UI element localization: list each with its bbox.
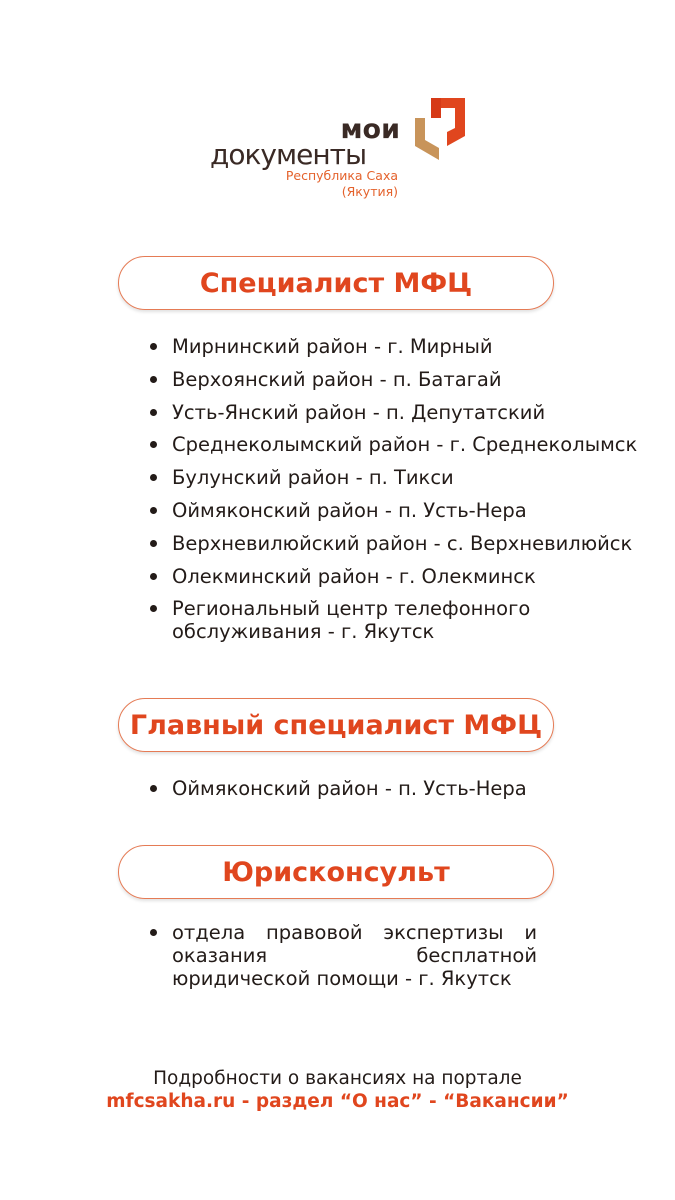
section-title-legal-counsel: Юрисконсульт <box>118 845 554 899</box>
logo-region-line2: (Якутия) <box>341 184 398 199</box>
list-item: Оймяконский район - п. Усть-Нера <box>148 777 527 800</box>
list-item: Верхоянский район - п. Батагай <box>148 368 637 391</box>
list-item: Региональный центр телефонного обслуживания - г. Якутск <box>148 597 637 643</box>
list-item: Усть-Янский район - п. Депутатский <box>148 401 637 424</box>
section-title-chief-specialist: Главный специалист МФЦ <box>118 698 554 752</box>
footer-portal-link[interactable]: mfcsakha.ru - раздел “О нас” - “Вакансии” <box>106 1091 569 1112</box>
bullet-icon <box>150 474 157 481</box>
bullet-icon <box>150 409 157 416</box>
logo-line2: документы <box>210 138 367 171</box>
bullet-icon <box>150 605 157 612</box>
moi-dokumenty-logo <box>208 94 468 206</box>
list-item: Булунский район - п. Тикси <box>148 466 637 489</box>
list-item: Мирнинский район - г. Мирный <box>148 335 637 358</box>
list-item: Верхневилюйский район - с. Верхневилюйск <box>148 532 637 555</box>
bullet-icon <box>150 540 157 547</box>
list-item: Среднеколымский район - г. Среднеколымск <box>148 433 637 456</box>
bullet-icon <box>150 441 157 448</box>
list-item: Олекминский район - г. Олекминск <box>148 565 637 588</box>
section-title-specialist: Специалист МФЦ <box>118 256 554 310</box>
list-item: Оймяконский район - п. Усть-Нера <box>148 499 637 522</box>
logo-region-line1: Республика Саха <box>285 168 398 183</box>
moi-dokumenty-logo-icon <box>411 96 467 162</box>
logo-region <box>286 168 398 200</box>
footer-note: Подробности о вакансиях на портале <box>153 1068 522 1089</box>
legal-counsel-list <box>148 921 537 1000</box>
bullet-icon <box>150 343 157 350</box>
logo-line1: мои <box>340 114 400 145</box>
bullet-icon <box>150 785 157 792</box>
specialist-locations-list <box>148 335 637 653</box>
bullet-icon <box>150 376 157 383</box>
bullet-icon <box>150 507 157 514</box>
list-item: отдела правовой экспертизы и оказания бесплатной юридической помощи - г. Якутск <box>148 921 537 990</box>
bullet-icon <box>150 929 157 936</box>
chief-specialist-locations-list <box>148 777 527 810</box>
bullet-icon <box>150 573 157 580</box>
footer <box>0 1068 675 1114</box>
